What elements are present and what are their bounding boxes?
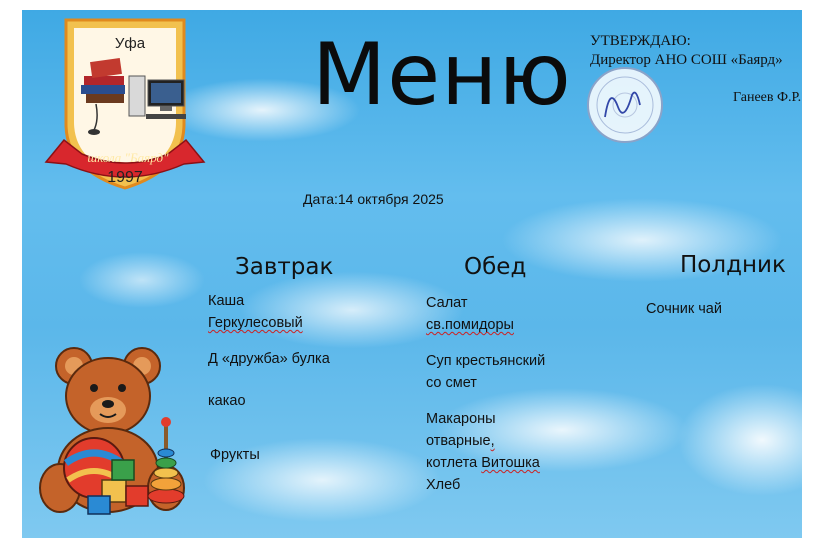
breakfast-heading: Завтрак bbox=[235, 254, 334, 280]
official-stamp-icon bbox=[580, 65, 670, 145]
menu-sheet bbox=[22, 10, 802, 538]
menu-date: Дата:14 октября 2025 bbox=[303, 191, 444, 207]
breakfast-item-bun: Д «дружба» булка bbox=[208, 351, 330, 367]
director-name: Ганеев Ф.Р. bbox=[733, 90, 802, 105]
emblem-ribbon-text: школа "Баярд" bbox=[87, 150, 169, 165]
breakfast-item-cocoa: какао bbox=[208, 393, 246, 409]
approval-block bbox=[590, 32, 783, 70]
snack-heading: Полдник bbox=[680, 252, 786, 278]
teddy-bear-toys-icon bbox=[36, 338, 196, 518]
breakfast-item-porridge: Каша Геркулесовый bbox=[208, 293, 303, 331]
approval-line-2: Директор АНО СОШ «Баярд» bbox=[590, 52, 783, 68]
approval-line-1: УТВЕРЖДАЮ: bbox=[590, 33, 691, 49]
page-title: Меню bbox=[312, 25, 572, 125]
school-emblem bbox=[34, 12, 234, 192]
lunch-heading: Обед bbox=[464, 254, 527, 280]
breakfast-item-fruits: Фрукты bbox=[210, 447, 260, 463]
lunch-item-main-course: Макароны отварные, котлета Витошка Хлеб bbox=[426, 411, 540, 493]
lunch-item-soup: Суп крестьянский со смет bbox=[426, 353, 546, 391]
snack-item-sochnik-tea: Сочник чай bbox=[646, 301, 722, 317]
emblem-city: Уфа bbox=[114, 35, 146, 52]
lunch-item-salad: Салат св.помидоры bbox=[426, 295, 514, 333]
emblem-year: 1997 bbox=[107, 169, 143, 186]
